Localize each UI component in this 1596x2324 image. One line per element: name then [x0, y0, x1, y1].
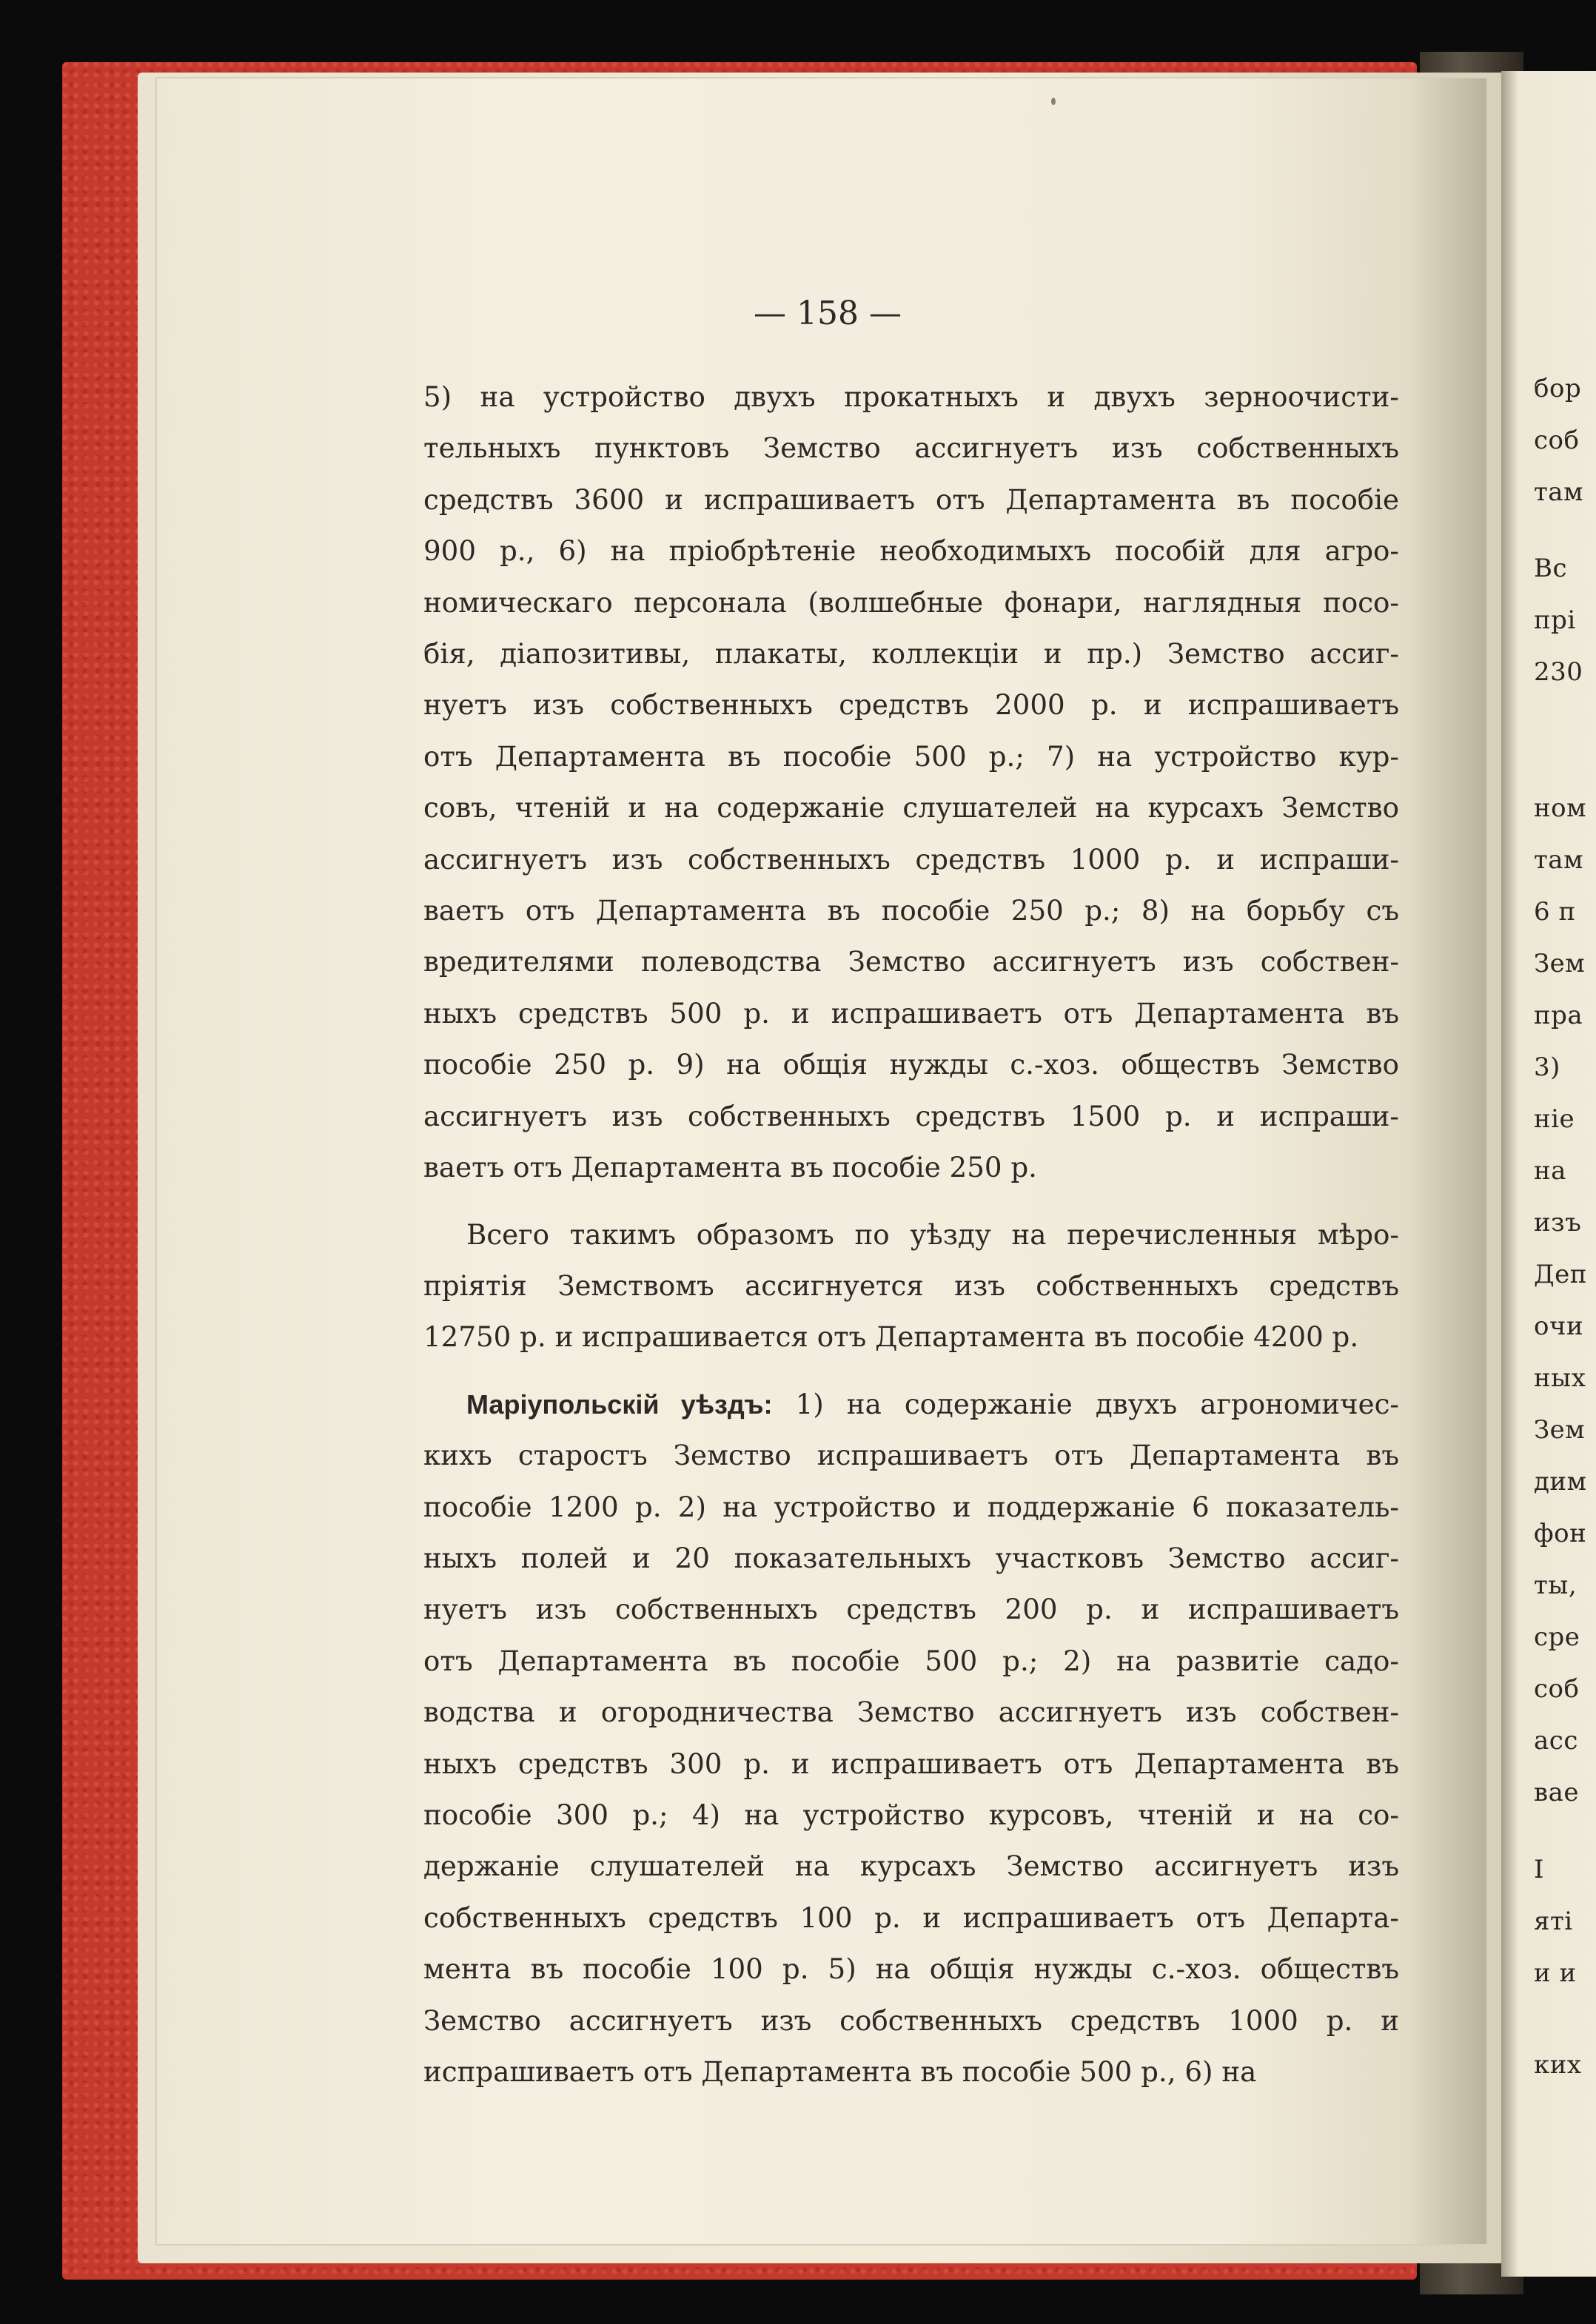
text-line: собственныхъ средствъ 100 р. и испрашиваетъ отъ Департа- — [423, 1901, 1399, 1934]
next-page-fragment: соб — [1534, 1674, 1580, 1704]
paragraph-2 — [423, 1209, 1399, 1363]
next-page-edge — [1501, 71, 1596, 2277]
next-page-fragment: дим — [1534, 1467, 1587, 1497]
next-page-fragment: ном — [1534, 793, 1587, 823]
next-page-fragment: 6 п — [1534, 897, 1576, 927]
text-line: 5) на устройство двухъ прокатныхъ и двухъ зерноочисти- — [423, 380, 1399, 413]
heading-continuation: 1) на содержаніе двухъ агрономичес- — [772, 1387, 1399, 1420]
text-line: Всего такимъ образомъ по уѣзду на перечисленныя мѣро- — [466, 1218, 1399, 1251]
text-line: 900 р., 6) на пріобрѣтеніе необходимыхъ пособій для агро- — [423, 534, 1399, 568]
next-page-fragment: бор — [1534, 374, 1582, 403]
text-line: отъ Департамента въ пособіе 500 р.; 7) на устройство кур- — [423, 739, 1399, 773]
text-line: ваетъ отъ Департамента въ пособіе 250 р. — [423, 1151, 1037, 1184]
text-line: номическаго персонала (волшебные фонари, наглядныя посо- — [423, 585, 1399, 619]
next-page-fragment: прі — [1534, 605, 1576, 635]
text-line: нуетъ изъ собственныхъ средствъ 200 р. и испрашиваетъ — [423, 1593, 1399, 1626]
next-page-fragment: и и — [1534, 1958, 1577, 1988]
text-line: ныхъ полей и 20 показательныхъ участковъ Земство ассиг- — [423, 1541, 1399, 1574]
next-page-fragment: ких — [1534, 2050, 1582, 2080]
next-page-fragment: на — [1534, 1156, 1566, 1186]
text-line: водства и огородничества Земство ассигнуетъ изъ собствен- — [423, 1696, 1399, 1729]
paragraph-1 — [423, 372, 1399, 1194]
next-page-fragment: ніе — [1534, 1104, 1575, 1134]
text-line: отъ Департамента въ пособіе 500 р.; 2) на развитіе садо- — [423, 1644, 1399, 1677]
next-page-fragment: вае — [1534, 1778, 1580, 1807]
next-page-fragment: асс — [1534, 1726, 1578, 1756]
text-line — [423, 1379, 1399, 1430]
page-text — [423, 372, 1399, 2098]
text-line: пособіе 1200 р. 2) на устройство и поддержаніе 6 показатель- — [423, 1490, 1399, 1523]
text-line: тельныхъ пунктовъ Земство ассигнуетъ изъ собственныхъ — [423, 431, 1399, 465]
text-line: пріятія Земствомъ ассигнуется изъ собственныхъ средствъ — [423, 1269, 1399, 1302]
paragraph-3 — [423, 1379, 1399, 2098]
district-heading: Маріупольскій уѣздъ: — [466, 1388, 773, 1420]
next-page-fragment: изъ — [1534, 1208, 1582, 1237]
next-page-fragment: очи — [1534, 1312, 1584, 1341]
next-page-fragment: соб — [1534, 426, 1580, 455]
next-page-fragment: яті — [1534, 1907, 1573, 1936]
page-speck — [1051, 98, 1056, 105]
text-line: совъ, чтеній и на содержаніе слушателей на курсахъ Земство — [423, 791, 1399, 825]
next-page-fragment: 230 — [1534, 657, 1583, 687]
next-page-fragment: ты, — [1534, 1571, 1577, 1600]
next-page-fragment: Зем — [1534, 949, 1586, 978]
text-line: бія, діапозитивы, плакаты, коллекціи и пр.) Земство ассиг- — [423, 637, 1399, 671]
text-line: ваетъ отъ Департамента въ пособіе 250 р.; 8) на борьбу съ — [423, 894, 1399, 927]
text-line: кихъ старостъ Земство испрашиваетъ отъ Департамента въ — [423, 1439, 1399, 1472]
text-line: ассигнуетъ изъ собственныхъ средствъ 1000 р. и испраши- — [423, 842, 1399, 876]
next-page-fragment: 3) — [1534, 1052, 1560, 1082]
next-page-fragment: там — [1534, 477, 1584, 507]
text-line: пособіе 300 р.; 4) на устройство курсовъ, чтеній и на со- — [423, 1798, 1399, 1831]
text-line: нуетъ изъ собственныхъ средствъ 2000 р. и испрашиваетъ — [423, 688, 1399, 722]
text-line: испрашиваетъ отъ Департамента въ пособіе 500 р., 6) на — [423, 2055, 1257, 2088]
next-page-fragment: там — [1534, 845, 1584, 875]
next-page-fragment: фон — [1534, 1519, 1587, 1548]
next-page-fragment: сре — [1534, 1622, 1580, 1652]
text-line: ныхъ средствъ 300 р. и испрашиваетъ отъ Департамента въ — [423, 1747, 1399, 1780]
text-line: 12750 р. и испрашивается отъ Департамента въ пособіе 4200 р. — [423, 1320, 1359, 1354]
text-line: средствъ 3600 и испрашиваетъ отъ Департамента въ пособіе — [423, 483, 1399, 516]
text-line: вредителями полеводства Земство ассигнуетъ изъ собствен- — [423, 945, 1399, 978]
text-line: пособіе 250 р. 9) на общія нужды с.-хоз. обществъ Земство — [423, 1048, 1399, 1081]
text-line: мента въ пособіе 100 р. 5) на общія нужды с.-хоз. обществъ — [423, 1952, 1399, 1986]
page-number: — 158 — — [754, 295, 902, 332]
next-page-fragment: Зем — [1534, 1415, 1586, 1445]
text-line: ассигнуетъ изъ собственныхъ средствъ 1500 р. и испраши- — [423, 1099, 1399, 1132]
next-page-fragment: Вс — [1534, 554, 1568, 583]
text-line: Земство ассигнуетъ изъ собственныхъ средствъ 1000 р. и — [423, 2004, 1399, 2037]
next-page-fragment: ных — [1534, 1363, 1586, 1393]
next-page-fragment: I — [1534, 1855, 1544, 1884]
next-page-fragment: пра — [1534, 1001, 1583, 1030]
next-page-fragment: Деп — [1534, 1260, 1587, 1289]
text-line: держаніе слушателей на курсахъ Земство ассигнуетъ изъ — [423, 1850, 1399, 1883]
text-line: ныхъ средствъ 500 р. и испрашиваетъ отъ Департамента въ — [423, 996, 1399, 1030]
